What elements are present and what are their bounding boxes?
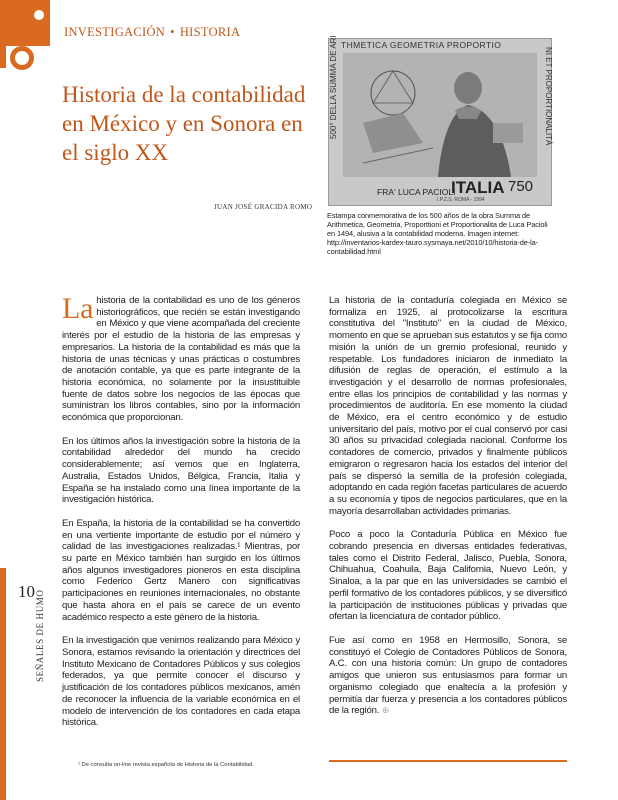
- article-author: JUAN JOSÉ GRACIDA ROMO: [214, 203, 313, 211]
- image-caption: Estampa conmemorativa de los 500 años de la obra Summa de Arithmetica, Geometria, Proporttioni et Proportionalita de Luca Pacioli en 1494, alusiva a la contabilidad moderna. Imagen internet: http://inventarios-kardex-tauro.sysmaya.net/2010/10/historia-de-la-contabilidad.html: [327, 211, 548, 257]
- stamp-portrait-illustration: [343, 53, 537, 177]
- corner-logo-mark: [0, 0, 50, 46]
- paragraph: En los últimos años la investigación sobre la historia de la contabilidad alrededor del mundo ha crecido considerablemente; así vemos que en Inglaterra, Australia, Estados Unidos, Bélgica, Francia, Italia y España se ha instalado como una línea importante de la investigación histórica.: [62, 435, 300, 506]
- paragraph: [329, 635, 567, 717]
- logo-notch: [0, 46, 6, 68]
- subsection-label: HISTORIA: [179, 25, 241, 39]
- magazine-name: SEÑALES DE HUMO: [35, 589, 45, 682]
- sidebar-accent: [0, 568, 6, 800]
- stamp-top-text: THMETICA GEOMETRIA PROPORTIO: [341, 40, 502, 50]
- stamp-year: I.P.Z.S. ROMA - 1994: [437, 197, 485, 203]
- section-header: [64, 25, 240, 40]
- article-title: Historia de la contabilidad en México y en Sonora en el siglo XX: [62, 82, 306, 165]
- paragraph: La historia de la contaduría colegiada en México se formaliza en 1925, al protocolizarse la escritura constitutiva del "Instituto" en la ciudad de México, momento en que se aprueban sus estatutos y se fija como misión la unión de un gremio profesional, reunido y respetable. Los fundadores iniciaron de inmediato la difusión de reglas de operación, el estímulo a la investigación y el desarrollo de normas profesionales, entre ellas los principios de contabilidad y las normas y procedimientos de auditoría. En ese momento la ciudad de México, era el centro económico y de estudio universitario del país, motivo por el cual conservó por casi 30 años su privacidad colegiada nacional. Conforme los contadores de comercio, privados y finalmente públicos emigraron o regresaron hacia los estados del interior del país se dispersó la semilla de la profesión colegiada, adoptando en cada región facetas particulares de acuerdo a su economía y tipos de negocios particulares, que en la mayoría desarrollaban actividades primarias.: [329, 295, 567, 517]
- stamp-value: 750: [508, 178, 534, 195]
- logo-dot: [34, 10, 44, 20]
- logo-ring: [10, 46, 34, 70]
- stamp-name: FRA' LUCA PACIOLI: [377, 187, 456, 197]
- stamp-country: ITALIA: [451, 178, 505, 197]
- page-number: 10: [18, 582, 35, 601]
- footnote: ¹ De consulta on-line revista española de Historia de la Contabilidad.: [78, 762, 254, 768]
- stamp-right-text: NI ET PROPORTIONALITÀ: [544, 47, 553, 146]
- paragraph-text: Fue así como en 1958 en Hermosillo, Sonora, se constituyó el Colegio de Contadores Públicos de Sonora, A.C. con una historia común: Un grupo de contadores amigos que unieron sus entusiasmos para formar un organismo colegiado que enaltecía a la profesión y permitía dar fuerza y presencia a los contadores públicos de la región.: [329, 634, 567, 717]
- section-label: INVESTIGACIÓN: [64, 25, 166, 39]
- paragraph: [62, 292, 300, 424]
- section-separator: •: [170, 25, 175, 39]
- paragraph: En España, la historia de la contabilidad se ha convertido en una vertiente importante de estudio por el número y calidad de las investigaciones realizadas.¹ Mientras, por su parte en México también han surgido en los últimos años algunos investigadores pioneros en esta disciplina como Federico Gertz Manero con significativas participaciones en reuniones internacionales, no obstante que hasta ahora en el país se carece de un evento académico respecto a este género de la historia.: [62, 517, 300, 623]
- paragraph: Poco a poco la Contaduría Pública en México fue cobrando presencia en diversas entidades federativas, tales como el Distrito Federal, Jalisco, Puebla, Sonora, Chihuahua, Coahuila, Baja California, Nuevo León, y Sinaloa, a la par que en las universidades se cambió el perfil formativo de los contadores públicos, y se diversificó la participación de instituciones públicas y privadas que ofertan la licenciatura de contador público.: [329, 529, 567, 623]
- bottom-accent-rule: [329, 760, 567, 762]
- drop-cap: La: [62, 292, 94, 325]
- body-column-1: [62, 292, 300, 741]
- paragraph: En la investigación que venimos realizando para México y Sonora, estamos revisando la orientación y directrices del Instituto Mexicano de Contadores Públicos y sus colegios federados, ya que permite conocer el discurso y justificación de los contadores públicos mexicanos, amén de reconocer la influencia de la variable económica en el modelo de intervención de los contadores en cada etapa histórica.: [62, 635, 300, 729]
- paragraph-text: historia de la contabilidad es uno de los géneros historiográficos, que recién se están investigando en México y que viene acompañada del creciente interés por el estudio de la historia de las empresas y empresarios. La historia de la contabilidad es más que la historia de unas técnicas y unas prácticas o costumbres de anotación contable, ya que es parte integrante de la historia económica, no solamente por la insustituible fuente de datos sobre los negocios de las épocas que suministran los libros contables, sino por la información económica que proporcionan.: [62, 295, 300, 424]
- stamp-left-text: 500° DELLA SUMMA DE ARI: [329, 35, 338, 139]
- body-column-2: [329, 295, 567, 729]
- end-mark-icon: ⊕: [381, 705, 390, 716]
- pacioli-stamp-image: [328, 35, 553, 206]
